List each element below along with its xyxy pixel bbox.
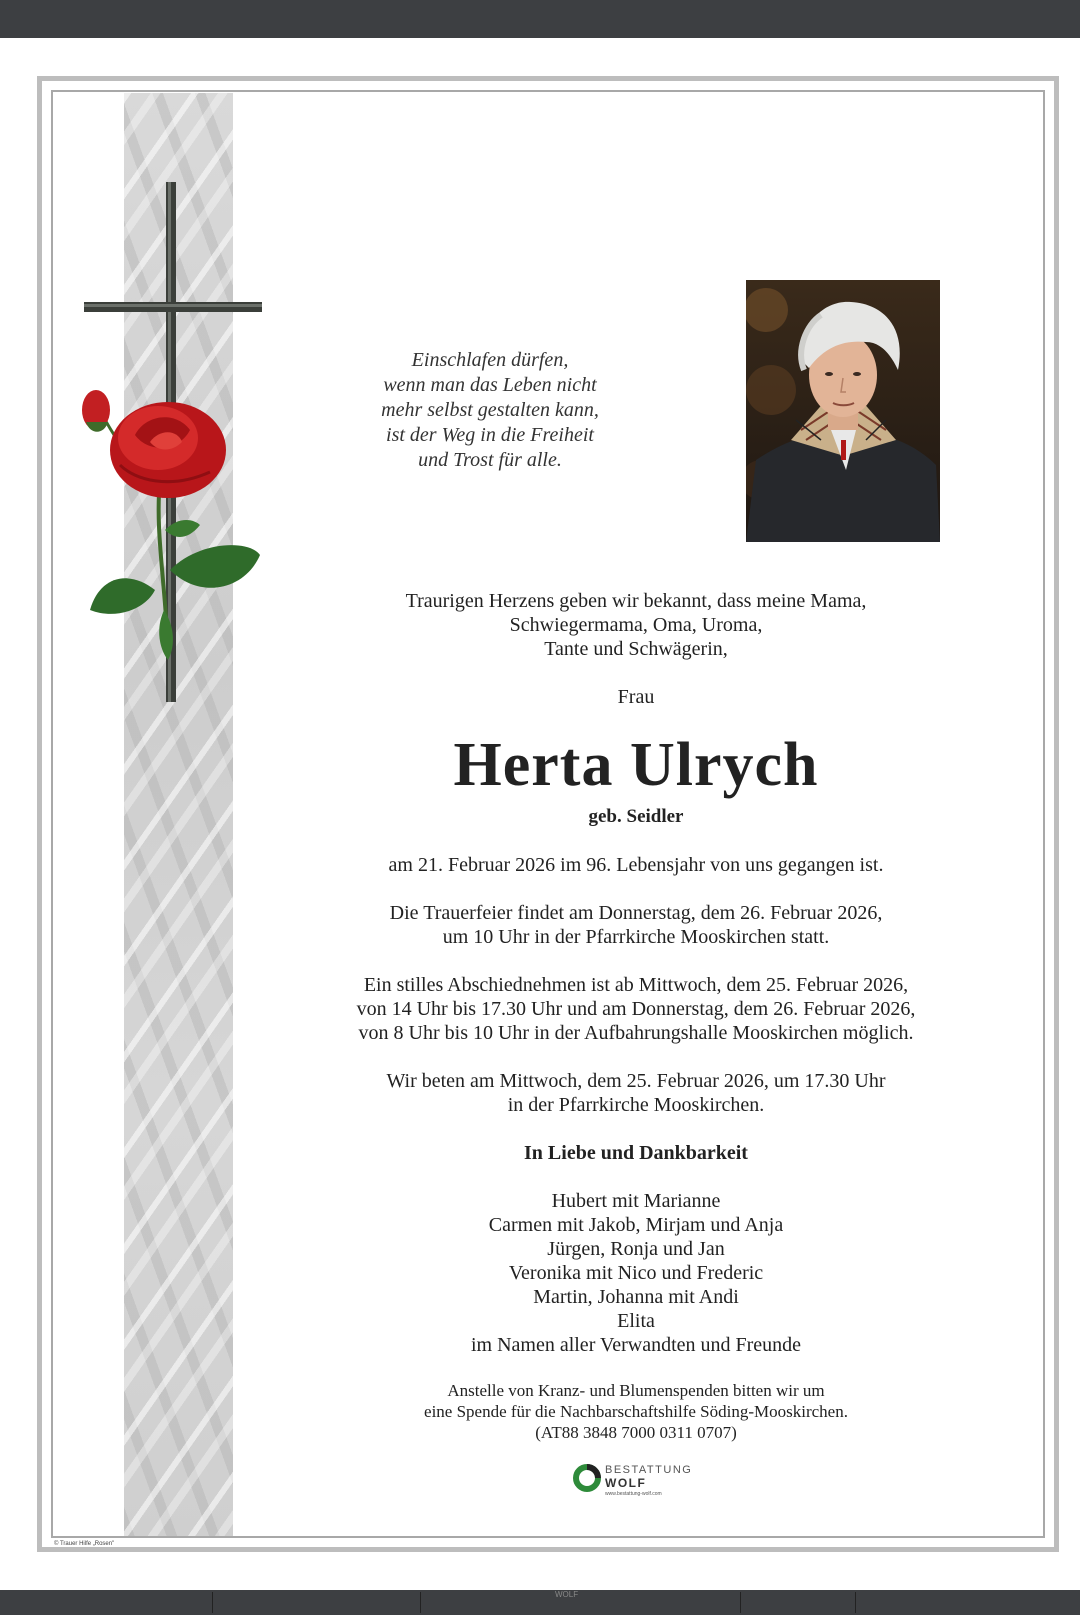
- maiden-name: geb. Seidler: [588, 806, 684, 827]
- bottom-bar-divider: [740, 1592, 741, 1613]
- farewell-line: von 14 Uhr bis 17.30 Uhr und am Donnerstag, dem 26. Februar 2026,: [356, 998, 916, 1020]
- passing-line: am 21. Februar 2026 im 96. Lebensjahr von uns gegangen ist.: [388, 854, 884, 876]
- portrait-photo: [746, 280, 940, 542]
- donation-line: Anstelle von Kranz- und Blumenspenden bitten wir um: [447, 1381, 825, 1400]
- mourner-line: Carmen mit Jakob, Mirjam und Anja: [488, 1214, 784, 1236]
- funeral-info: [300, 901, 972, 949]
- mourner-line: Jürgen, Ronja und Jan: [547, 1238, 725, 1260]
- mourner-line: Veronika mit Nico und Frederic: [508, 1262, 764, 1284]
- leaf: [170, 545, 260, 588]
- top-bar: [0, 0, 1080, 38]
- cross-with-rose-image: [60, 180, 280, 720]
- rose-bloom: [110, 402, 226, 498]
- bottom-bar: [0, 1590, 1080, 1615]
- leaf: [90, 578, 155, 614]
- donation-line: eine Spende für die Nachbarschaftshilfe Söding-Mooskirchen.: [424, 1402, 848, 1421]
- mourner-line: Elita: [617, 1310, 655, 1332]
- verse-line: mehr selbst gestalten kann,: [381, 399, 599, 421]
- verse-line: ist der Weg in die Freiheit: [386, 424, 594, 446]
- mourner-line: Martin, Johanna mit Andi: [533, 1286, 739, 1308]
- funeral-line: um 10 Uhr in der Pfarrkirche Mooskirchen statt.: [442, 926, 830, 948]
- farewell-line: Ein stilles Abschiednehmen ist ab Mittwoch, dem 25. Februar 2026,: [363, 974, 909, 996]
- farewell-line: von 8 Uhr bis 10 Uhr in der Aufbahrungshalle Mooskirchen möglich.: [358, 1022, 914, 1044]
- bottom-bar-divider: [855, 1592, 856, 1613]
- logo-ring-icon: [572, 1463, 602, 1493]
- closing-line: In Liebe und Dankbarkeit: [524, 1142, 748, 1164]
- verse: [340, 348, 640, 473]
- prayer-line: in der Pfarrkirche Mooskirchen.: [507, 1094, 765, 1116]
- verse-line: wenn man das Leben nicht: [383, 374, 597, 396]
- prayer-info: [300, 1069, 972, 1117]
- logo-line-1: BESTATTUNG: [605, 1464, 693, 1476]
- logo-url: www.bestattung-wolf.com: [605, 1491, 662, 1497]
- funeral-line: Die Trauerfeier findet am Donnerstag, dem 26. Februar 2026,: [389, 902, 883, 924]
- intro-line: Traurigen Herzens geben wir bekannt, dass meine Mama,: [405, 590, 867, 612]
- intro-line: Tante und Schwägerin,: [544, 638, 728, 660]
- farewell-info: [300, 973, 972, 1045]
- donation-line: (AT88 3848 7000 0311 0707): [535, 1423, 737, 1442]
- announcement-intro: [300, 589, 972, 661]
- logo-line-2: WOLF: [605, 1476, 647, 1490]
- mourners-list: [300, 1189, 972, 1357]
- verse-line: und Trost für alle.: [418, 449, 562, 471]
- intro-line: Schwiegermama, Oma, Uroma,: [509, 614, 763, 636]
- prayer-line: Wir beten am Mittwoch, dem 25. Februar 2026, um 17.30 Uhr: [386, 1070, 886, 1092]
- deceased-name: Herta Ulrych: [453, 731, 819, 799]
- donation-note: [300, 1380, 972, 1443]
- verse-line: Einschlafen dürfen,: [411, 349, 569, 371]
- funeral-home-logo: [572, 1460, 712, 1502]
- bottom-bar-ghost-logo: WOLF: [555, 1590, 579, 1599]
- salutation: Frau: [617, 686, 655, 708]
- mourner-line: im Namen aller Verwandten und Freunde: [470, 1334, 802, 1356]
- image-credit: © Trauer Hilfe „Rosen": [54, 1541, 115, 1547]
- bottom-bar-divider: [212, 1592, 213, 1613]
- bottom-bar-divider: [420, 1592, 421, 1613]
- rose-bud: [82, 390, 110, 432]
- mourner-line: Hubert mit Marianne: [551, 1190, 721, 1212]
